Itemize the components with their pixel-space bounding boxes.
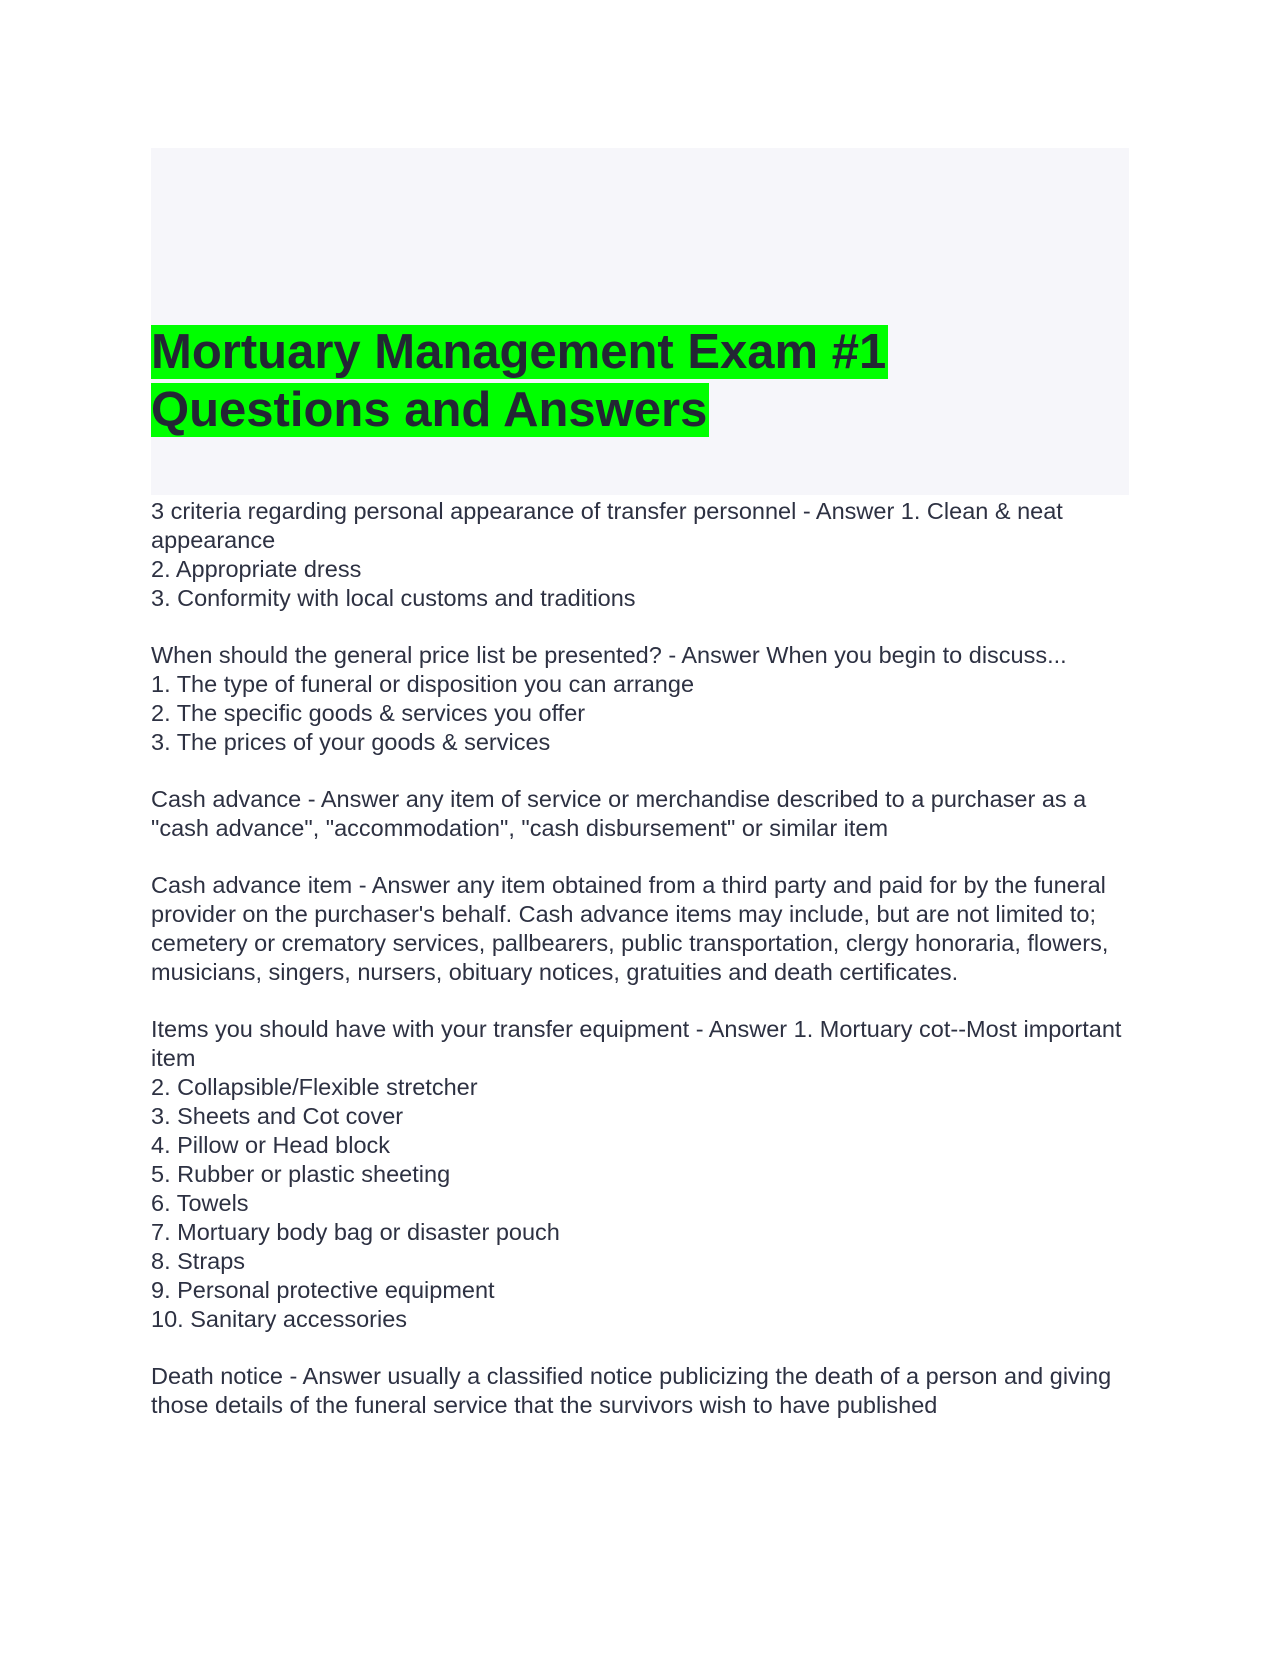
qa-line: 5. Rubber or plastic sheeting — [151, 1161, 451, 1187]
qa-entry-cash-advance — [151, 785, 1141, 843]
qa-line: 4. Pillow or Head block — [151, 1132, 391, 1158]
qa-entry-transfer-equipment — [151, 1015, 1141, 1334]
qa-line: 3. The prices of your goods & services — [151, 729, 551, 755]
qa-line: 7. Mortuary body bag or disaster pouch — [151, 1219, 560, 1245]
document-body — [151, 497, 1141, 1448]
qa-entry-cash-advance-item — [151, 871, 1141, 987]
qa-line: 10. Sanitary accessories — [151, 1306, 408, 1332]
qa-entry-death-notice — [151, 1362, 1141, 1420]
qa-line: 2. The specific goods & services you offer — [151, 700, 586, 726]
title-banner — [151, 148, 1129, 495]
qa-entry-transfer-appearance — [151, 497, 1141, 613]
qa-line: 1. The type of funeral or disposition you can arrange — [151, 671, 695, 697]
qa-line: 9. Personal protective equipment — [151, 1277, 495, 1303]
qa-line: 2. Collapsible/Flexible stretcher — [151, 1074, 478, 1100]
title-line-2: Questions and Answers — [151, 383, 708, 437]
qa-line: Cash advance item - Answer any item obtained from a third party and paid for by the funeral provider on the purchaser's behalf. Cash advance items may include, but are not limited to; cemetery or crematory services, pallbearers, public transportation, clergy honoraria, flowers, musicians, singers, nursers, obituary notices, gratuities and death certificates. — [151, 872, 1109, 985]
qa-line: 3. Conformity with local customs and traditions — [151, 585, 636, 611]
qa-line: Death notice - Answer usually a classified notice publicizing the death of a person and giving those details of the funeral service that the survivors wish to have published — [151, 1363, 1112, 1418]
qa-line: 3. Sheets and Cot cover — [151, 1103, 404, 1129]
document-title — [151, 323, 888, 439]
qa-entry-general-price-list — [151, 641, 1141, 757]
qa-line: 3 criteria regarding personal appearance of transfer personnel - Answer 1. Clean & neat appearance — [151, 498, 1063, 553]
qa-line: 8. Straps — [151, 1248, 246, 1274]
qa-line: 6. Towels — [151, 1190, 249, 1216]
qa-line: Items you should have with your transfer equipment - Answer 1. Mortuary cot--Most important item — [151, 1016, 1122, 1071]
title-line-1: Mortuary Management Exam #1 — [151, 325, 887, 379]
qa-line: Cash advance - Answer any item of service or merchandise described to a purchaser as a "cash advance", "accommodation", "cash disbursement" or similar item — [151, 786, 1087, 841]
qa-line: When should the general price list be presented? - Answer When you begin to discuss... — [151, 642, 1067, 668]
qa-line: 2. Appropriate dress — [151, 556, 362, 582]
